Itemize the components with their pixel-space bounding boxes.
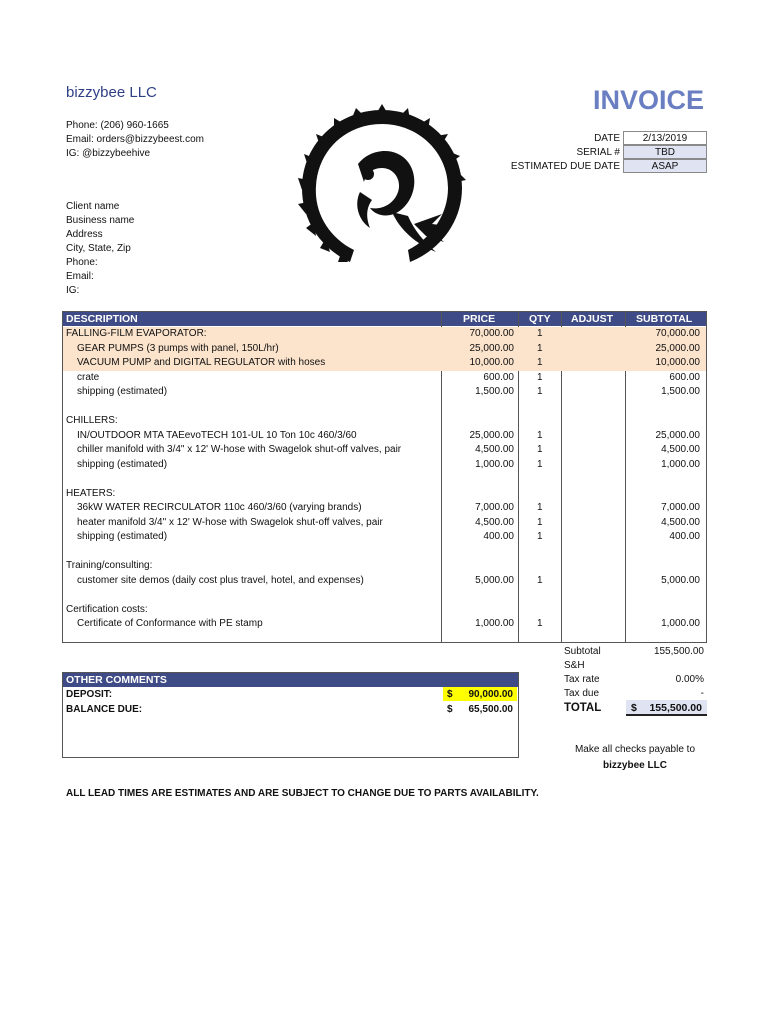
item-price: 25,000.00 bbox=[469, 429, 514, 441]
client-ig: IG: bbox=[66, 285, 80, 296]
company-ig: IG: @bizzybeehive bbox=[66, 148, 151, 159]
totals-row-tax-due bbox=[564, 687, 707, 701]
payable-line: Make all checks payable to bbox=[574, 744, 696, 755]
meta-label: SERIAL # bbox=[576, 146, 620, 158]
table-row bbox=[63, 574, 706, 589]
item-qty: 1 bbox=[537, 429, 543, 441]
client-business: Business name bbox=[66, 215, 135, 226]
item-qty: 1 bbox=[537, 328, 543, 339]
balance-row bbox=[63, 702, 518, 717]
totals-row-tax-rate bbox=[564, 673, 707, 687]
item-description: crate bbox=[77, 371, 100, 383]
item-subtotal: 5,000.00 bbox=[661, 574, 700, 586]
header-subtotal: SUBTOTAL bbox=[636, 313, 693, 325]
table-row bbox=[63, 617, 706, 632]
item-description: shipping (estimated) bbox=[77, 531, 168, 542]
meta-row-due-date bbox=[500, 159, 707, 173]
item-subtotal: 10,000.00 bbox=[655, 357, 700, 368]
item-description: Certification costs: bbox=[66, 603, 148, 615]
item-subtotal: 4,500.00 bbox=[661, 444, 700, 455]
item-price: 25,000.00 bbox=[469, 342, 514, 354]
other-comments-box bbox=[62, 672, 519, 758]
invoice-meta bbox=[500, 131, 707, 173]
item-price: 4,500.00 bbox=[475, 444, 514, 455]
item-price: 4,500.00 bbox=[475, 516, 514, 528]
meta-value-serial: TBD bbox=[623, 145, 707, 159]
item-subtotal: 25,000.00 bbox=[655, 342, 700, 354]
grand-total bbox=[564, 700, 707, 717]
total-amount: 155,500.00 bbox=[649, 702, 702, 714]
meta-value-date: 2/13/2019 bbox=[623, 131, 707, 145]
table-row bbox=[63, 356, 706, 371]
item-description: chiller manifold with 3/4" x 12' W-hose with Swagelok shut-off valves, pair bbox=[77, 444, 402, 455]
deposit-currency: $ bbox=[447, 689, 453, 700]
comments-header: OTHER COMMENTS bbox=[63, 673, 518, 687]
item-qty: 1 bbox=[537, 357, 543, 368]
totals-label: Tax due bbox=[564, 688, 600, 699]
item-price: 1,500.00 bbox=[475, 386, 514, 397]
item-description: CHILLERS: bbox=[66, 415, 118, 426]
item-qty: 1 bbox=[537, 386, 543, 397]
totals-label: S&H bbox=[564, 660, 585, 671]
table-row bbox=[63, 516, 706, 531]
payable-note bbox=[555, 742, 715, 774]
header-qty: QTY bbox=[529, 313, 551, 325]
item-subtotal: 7,000.00 bbox=[661, 502, 700, 513]
item-description: shipping (estimated) bbox=[77, 386, 168, 397]
header-description: DESCRIPTION bbox=[66, 313, 138, 325]
item-price: 1,000.00 bbox=[475, 618, 514, 629]
item-qty: 1 bbox=[537, 371, 543, 383]
totals-row-sh bbox=[564, 659, 707, 673]
header-adjust: ADJUST bbox=[571, 313, 614, 325]
item-price: 400.00 bbox=[483, 531, 514, 542]
table-row bbox=[63, 458, 706, 473]
company-email: Email: orders@bizzybeest.com bbox=[66, 134, 204, 145]
table-row bbox=[63, 400, 706, 415]
item-price: 5,000.00 bbox=[475, 574, 514, 586]
item-qty: 1 bbox=[537, 618, 543, 629]
item-subtotal: 1,500.00 bbox=[661, 386, 700, 397]
table-row bbox=[63, 588, 706, 603]
balance-currency: $ bbox=[447, 704, 453, 715]
payable-company: bizzybee LLC bbox=[603, 760, 667, 771]
client-name: Client name bbox=[66, 201, 120, 212]
table-row bbox=[63, 472, 706, 487]
item-qty: 1 bbox=[537, 531, 543, 542]
item-description: customer site demos (daily cost plus travel, hotel, and expenses) bbox=[77, 574, 364, 586]
client-city: City, State, Zip bbox=[66, 243, 131, 254]
totals-value: - bbox=[700, 688, 704, 699]
table-row bbox=[63, 443, 706, 458]
item-price: 10,000.00 bbox=[469, 357, 514, 368]
item-price: 7,000.00 bbox=[475, 502, 514, 513]
client-address: Address bbox=[66, 229, 103, 240]
totals-value: 155,500.00 bbox=[653, 646, 704, 657]
item-description: VACUUM PUMP and DIGITAL REGULATOR with hoses bbox=[77, 357, 326, 368]
item-description: shipping (estimated) bbox=[77, 458, 168, 470]
total-currency: $ bbox=[631, 702, 637, 714]
line-items-table bbox=[62, 311, 707, 643]
item-subtotal: 1,000.00 bbox=[661, 618, 700, 629]
meta-label: ESTIMATED DUE DATE bbox=[510, 160, 620, 172]
totals-value: 0.00% bbox=[675, 674, 704, 685]
totals-block bbox=[564, 645, 707, 701]
balance-amount-box bbox=[443, 702, 517, 716]
item-subtotal: 400.00 bbox=[669, 531, 700, 542]
meta-value-due-date: ASAP bbox=[623, 159, 707, 173]
item-description: 36kW WATER RECIRCULATOR 110c 460/3/60 (varying brands) bbox=[77, 502, 362, 513]
meta-row-date bbox=[500, 131, 707, 145]
deposit-label: DEPOSIT: bbox=[66, 689, 113, 700]
meta-row-serial bbox=[500, 145, 707, 159]
item-description: HEATERS: bbox=[66, 487, 116, 499]
item-description: Certificate of Conformance with PE stamp bbox=[77, 618, 263, 629]
table-row bbox=[63, 385, 706, 400]
company-name: bizzybee LLC bbox=[66, 84, 157, 101]
client-block bbox=[66, 200, 134, 298]
item-price: 70,000.00 bbox=[469, 328, 514, 339]
client-phone: Phone: bbox=[66, 257, 98, 268]
table-row bbox=[63, 327, 706, 342]
company-phone: Phone: (206) 960-1665 bbox=[66, 120, 169, 131]
deposit-amount-box bbox=[443, 687, 517, 701]
item-description: GEAR PUMPS (3 pumps with panel, 150L/hr) bbox=[77, 342, 279, 354]
item-qty: 1 bbox=[537, 458, 543, 470]
table-row bbox=[63, 429, 706, 444]
item-qty: 1 bbox=[537, 574, 543, 586]
item-description: FALLING-FILM EVAPORATOR: bbox=[66, 328, 207, 339]
balance-label: BALANCE DUE: bbox=[66, 704, 143, 715]
total-label: TOTAL bbox=[564, 702, 602, 714]
dragon-logo-icon bbox=[296, 104, 468, 274]
deposit-amount: 90,000.00 bbox=[468, 689, 513, 700]
table-row bbox=[63, 371, 706, 386]
item-subtotal: 70,000.00 bbox=[655, 328, 700, 339]
company-contact bbox=[66, 119, 204, 161]
item-qty: 1 bbox=[537, 342, 543, 354]
table-row bbox=[63, 559, 706, 574]
balance-amount: 65,500.00 bbox=[468, 704, 513, 715]
meta-label: DATE bbox=[594, 132, 620, 144]
table-row bbox=[63, 487, 706, 502]
client-email: Email: bbox=[66, 271, 94, 282]
item-subtotal: 4,500.00 bbox=[661, 516, 700, 528]
totals-label: Tax rate bbox=[564, 674, 600, 685]
item-description: Training/consulting: bbox=[66, 560, 153, 571]
table-header bbox=[63, 312, 706, 326]
table-row bbox=[63, 414, 706, 429]
invoice-title: INVOICE bbox=[592, 85, 704, 115]
item-description: heater manifold 3/4" x 12' W-hose with Swagelok shut-off valves, pair bbox=[77, 516, 383, 528]
totals-label: Subtotal bbox=[564, 646, 601, 657]
item-qty: 1 bbox=[537, 516, 543, 528]
header-price: PRICE bbox=[463, 313, 496, 325]
totals-row-subtotal bbox=[564, 645, 707, 659]
table-row bbox=[63, 545, 706, 560]
table-row bbox=[63, 342, 706, 357]
item-price: 600.00 bbox=[483, 371, 514, 383]
item-subtotal: 600.00 bbox=[669, 371, 700, 383]
lead-time-note: ALL LEAD TIMES ARE ESTIMATES AND ARE SUBJECT TO CHANGE DUE TO PARTS AVAILABILITY. bbox=[66, 788, 539, 799]
total-amount-box bbox=[626, 700, 707, 716]
deposit-row bbox=[63, 687, 518, 702]
table-row bbox=[63, 530, 706, 545]
item-subtotal: 25,000.00 bbox=[655, 429, 700, 441]
table-row bbox=[63, 501, 706, 516]
item-qty: 1 bbox=[537, 502, 543, 513]
table-row bbox=[63, 603, 706, 618]
item-qty: 1 bbox=[537, 444, 543, 455]
item-description: IN/OUTDOOR MTA TAEevoTECH 101-UL 10 Ton 10c 460/3/60 bbox=[77, 429, 357, 441]
item-subtotal: 1,000.00 bbox=[661, 458, 700, 470]
item-price: 1,000.00 bbox=[475, 458, 514, 470]
